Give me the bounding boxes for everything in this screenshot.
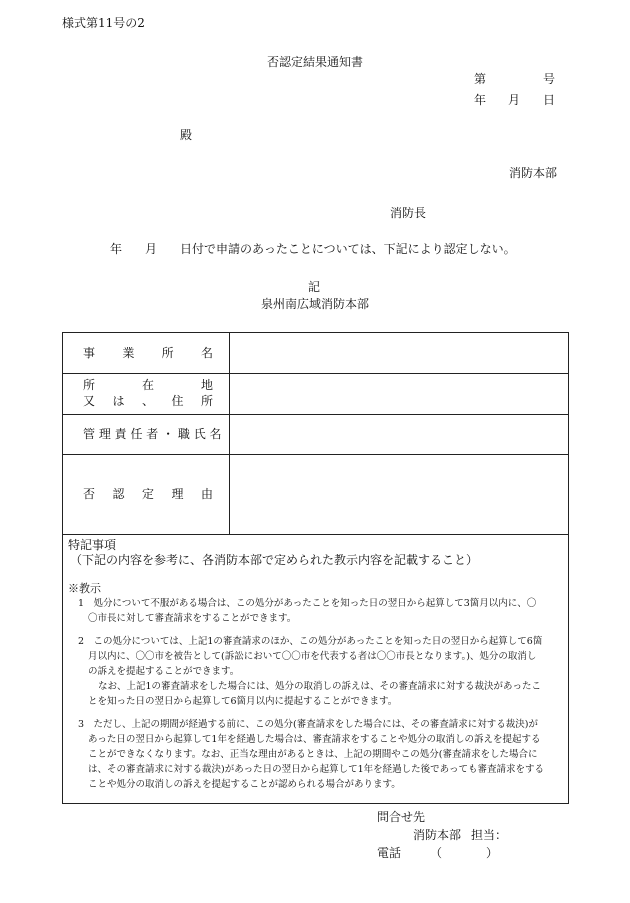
label-char: 在: [141, 378, 154, 392]
remarks-instruction: （下記の内容を参考に、各消防本部で定められた教示内容を記載すること）: [70, 553, 479, 567]
label-business-name: [63, 333, 230, 373]
label-char: 所: [200, 394, 213, 408]
label-char: 住: [171, 394, 184, 408]
date-month: 月: [508, 93, 521, 107]
notice-item-3-line: あった日の翌日から起算して1年を経過した場合は、審査請求をすることや処分の取消しの訴えを提起する: [88, 734, 541, 745]
table-row-manager: [63, 414, 568, 455]
contact-dept: 消防本部: [413, 828, 462, 842]
details-table: [62, 332, 569, 804]
label-char: 否: [83, 487, 96, 501]
table-row-location: [63, 373, 568, 415]
body-text: 日付で申請のあったことについては、下記により認定しない。: [180, 242, 516, 256]
label-char: 業: [122, 346, 135, 360]
label-reason: [63, 454, 230, 534]
notice-item-3-line: ことができなくなります。なお、正当な理由があるときは、上記の期間やこの処分(審査請求をした場合に: [88, 749, 538, 760]
value-location: [230, 373, 568, 414]
notice-item-3-line: 3 ただし、上記の期間が経過する前に、この処分(審査請求をした場合には、その審査請求に対する裁決)が: [78, 719, 538, 730]
contact-heading: 問合せ先: [377, 810, 426, 824]
notice-item-1-line: 〇市長に対して審査請求をすることができます。: [88, 613, 297, 624]
label-char: 又: [83, 394, 96, 408]
ki-heading: 記: [308, 280, 321, 294]
notice-item-2-line: 2 この処分については、上記1の審査請求のほか、この処分があったことを知った日の翌日から起算して6箇: [78, 636, 543, 647]
contact-phone-label: 電話: [377, 846, 402, 860]
form-number: 様式第11号の2: [62, 16, 145, 30]
label-char: 所: [161, 346, 174, 360]
contact-phone-close-paren: ）: [486, 846, 499, 860]
notice-item-2-line: 月以内に、〇〇市を被告として(訴訟において〇〇市を代表する者は〇〇市長となります。)、処分の取消し: [88, 651, 537, 662]
doc-number-go: 号: [543, 72, 556, 86]
label-char: 、: [141, 394, 154, 408]
notice-item-2-line: とを知った日の翌日から起算して6箇月以内に提起することができます。: [88, 696, 398, 707]
remarks-heading: 特記事項: [68, 538, 117, 552]
label-manager: [63, 414, 230, 454]
table-row-business-name: [63, 333, 568, 374]
table-row-reason: [63, 454, 568, 535]
notice-item-3-line: は、その審査請求に対する裁決)があった日の翌日から起算して1年を経過した後であっても審査請求をする: [88, 764, 545, 775]
value-reason: [230, 454, 568, 534]
label-location: [63, 373, 230, 414]
label-char: 地: [200, 378, 213, 392]
value-business-name: [230, 333, 568, 373]
notice-item-1-line: 1 処分について不服がある場合は、この処分があったことを知った日の翌日から起算して3箇月以内に、〇: [78, 598, 537, 609]
date-day: 日: [543, 93, 556, 107]
label-char: は: [112, 394, 125, 408]
organization-name: 泉州南広域消防本部: [261, 297, 370, 311]
issuer-chief: 消防長: [390, 206, 427, 220]
body-year: 年: [110, 242, 123, 256]
label-char: 定: [141, 487, 154, 501]
contact-phone-open-paren: （: [430, 846, 443, 860]
label-char: 認: [112, 487, 125, 501]
notice-item-2-line: の訴えを提起することができます。: [88, 666, 240, 677]
date-year: 年: [474, 93, 487, 107]
notice-item-2-line: なお、上記1の審査請求をした場合には、処分の取消しの訴えは、その審査請求に対する裁決があったこ: [98, 681, 541, 692]
document-title: 否認定結果通知書: [267, 55, 364, 69]
label-char: 理: [171, 487, 184, 501]
label-manager-text: 管 理 責 任 者 ・ 職 氏 名: [83, 427, 222, 441]
addressee-suffix: 殿: [180, 128, 193, 142]
label-char: 事: [83, 346, 96, 360]
doc-number-dai: 第: [474, 72, 487, 86]
issuer-dept: 消防本部: [509, 166, 558, 180]
label-char: 由: [200, 487, 213, 501]
contact-person: 担当：: [471, 828, 508, 842]
value-manager: [230, 414, 568, 454]
body-month: 月: [145, 242, 158, 256]
notice-item-3-line: ことや処分の取消しの訴えを提起することが認められる場合があります。: [88, 779, 401, 790]
label-char: 名: [200, 346, 213, 360]
notice-heading: ※教示: [68, 582, 101, 595]
label-char: 所: [83, 378, 96, 392]
